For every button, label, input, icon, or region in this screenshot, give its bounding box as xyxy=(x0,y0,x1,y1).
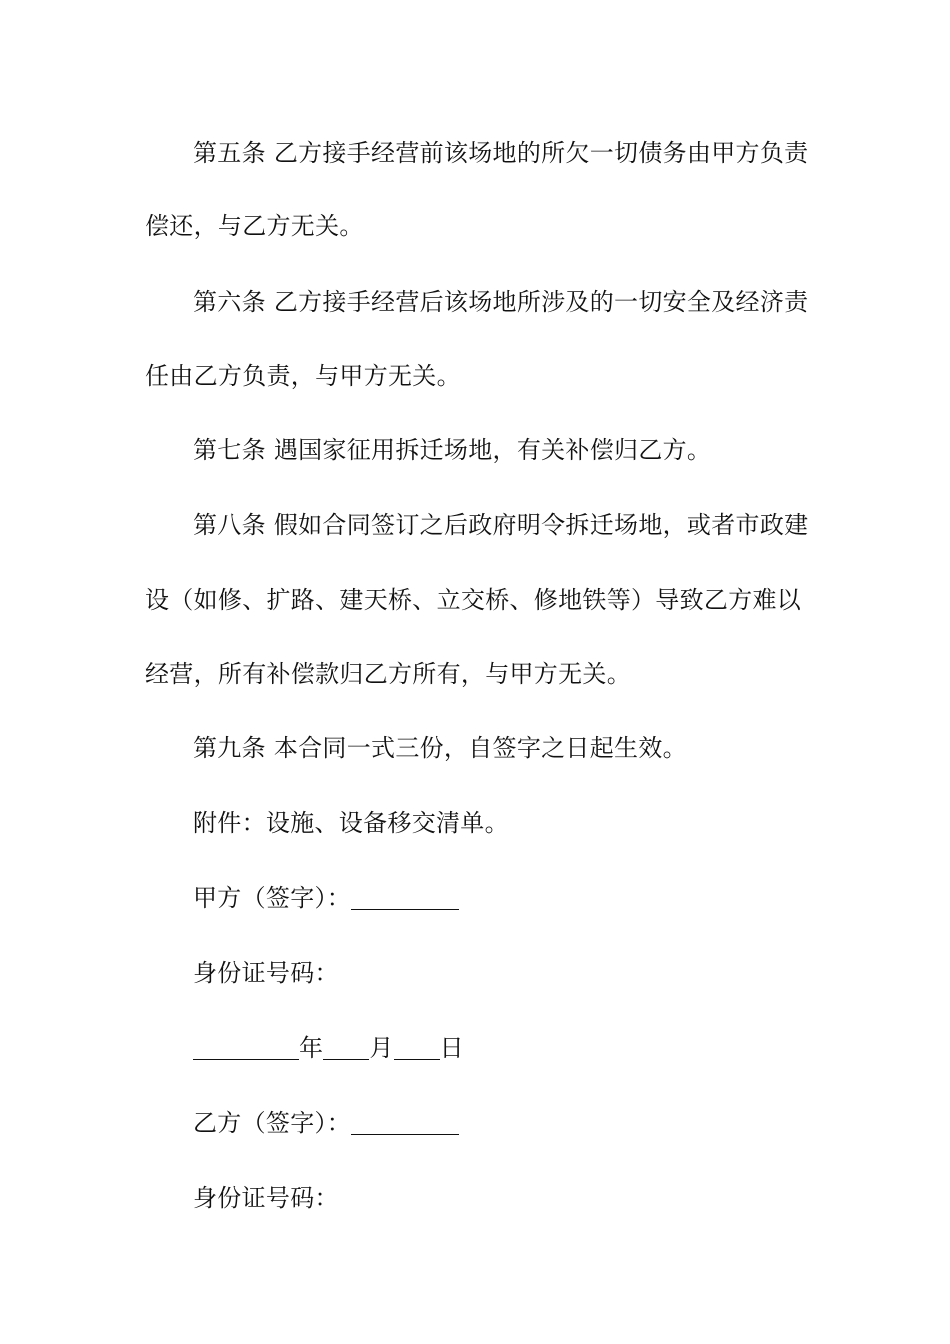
party-b-signature-blank xyxy=(351,1110,459,1135)
year-label: 年 xyxy=(299,1034,324,1062)
article-7: 第七条 遇国家征用拆迁场地，有关补偿归乙方。 xyxy=(193,436,712,464)
year-blank xyxy=(193,1035,299,1060)
date-line xyxy=(193,1033,810,1063)
article-5-line-1: 第五条 乙方接手经营前该场地的所欠一切债务由甲方负责 xyxy=(193,139,809,167)
article-8-line-2: 设（如修、扩路、建天桥、立交桥、修地铁等）导致乙方难以 xyxy=(145,586,802,614)
article-6-line-1: 第六条 乙方接手经营后该场地所涉及的一切安全及经济责 xyxy=(193,288,809,316)
party-a-signature-blank xyxy=(351,885,459,910)
party-a-id-label: 身份证号码： xyxy=(193,959,339,987)
party-a-label: 甲方（签字）： xyxy=(193,884,352,912)
day-label: 日 xyxy=(439,1034,464,1062)
month-blank xyxy=(323,1035,369,1060)
article-8-line-1: 第八条 假如合同签订之后政府明令拆迁场地，或者市政建 xyxy=(193,511,809,539)
article-5-line-2: 偿还，与乙方无关。 xyxy=(145,212,364,240)
article-6-line-2: 任由乙方负责，与甲方无关。 xyxy=(145,362,461,390)
day-blank xyxy=(394,1035,440,1060)
attachment-line: 附件：设施、设备移交清单。 xyxy=(193,809,509,837)
party-a-signature-line xyxy=(193,883,810,913)
party-b-signature-line xyxy=(193,1108,810,1138)
article-8-line-3: 经营，所有补偿款归乙方所有，与甲方无关。 xyxy=(145,660,631,688)
party-b-id-label: 身份证号码： xyxy=(193,1184,339,1212)
party-b-label: 乙方（签字）： xyxy=(193,1109,352,1137)
month-label: 月 xyxy=(369,1034,394,1062)
party-b-id-line xyxy=(193,1183,810,1213)
article-9: 第九条 本合同一式三份，自签字之日起生效。 xyxy=(193,734,687,762)
party-a-id-line xyxy=(193,958,810,988)
